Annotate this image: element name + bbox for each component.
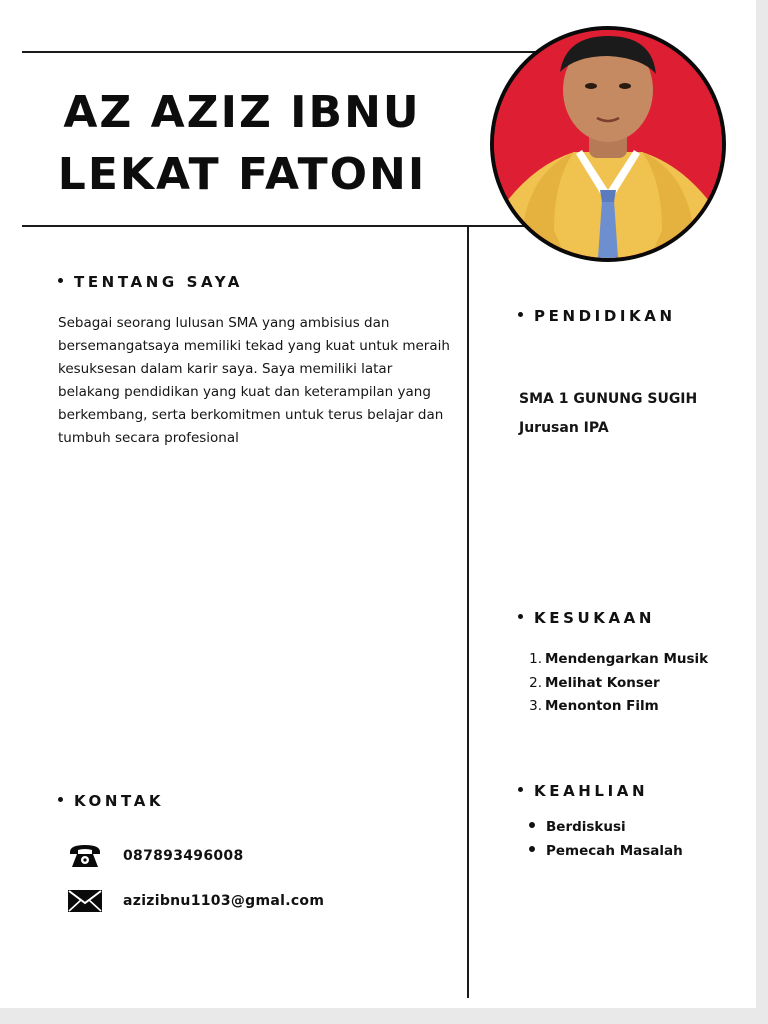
list-item	[528, 648, 708, 672]
contact-heading	[58, 792, 164, 810]
bullet-dot	[58, 797, 63, 802]
education-heading-label: PENDIDIKAN	[534, 307, 676, 325]
list-item-label: Mendengarkan Musik	[545, 651, 709, 667]
top-rule	[22, 51, 542, 53]
bullet-dot	[518, 614, 523, 619]
interests-heading-label: KESUKAAN	[534, 609, 656, 627]
envelope-icon	[66, 887, 104, 915]
column-divider	[467, 226, 469, 998]
list-item-label: Melihat Konser	[545, 674, 660, 691]
skills-list	[529, 816, 683, 863]
bullet-dot	[529, 846, 535, 852]
education-major: Jurusan IPA	[519, 420, 609, 436]
education-school: SMA 1 GUNUNG SUGIH	[519, 391, 698, 407]
list-number: 2.	[529, 674, 542, 691]
profile-photo	[490, 26, 726, 262]
list-item	[529, 816, 683, 840]
list-item	[528, 672, 708, 696]
bullet-dot	[529, 822, 535, 828]
list-item-label: Menonton Film	[545, 698, 659, 714]
about-heading	[58, 273, 243, 291]
bullet-dot	[518, 312, 523, 317]
skills-heading-label: KEAHLIAN	[534, 782, 649, 800]
name-line-1: AZ AZIZ IBNU	[63, 87, 421, 138]
profile-portrait	[494, 30, 722, 258]
candidate-name	[22, 82, 462, 206]
contact-phone-row	[66, 842, 244, 870]
contact-email-row	[66, 887, 324, 915]
education-heading	[518, 307, 676, 325]
list-item	[528, 695, 708, 719]
list-item	[529, 840, 683, 864]
list-item-label: Berdiskusi	[546, 819, 626, 835]
contact-heading-label: KONTAK	[74, 792, 165, 810]
header-bottom-rule	[22, 225, 534, 227]
telephone-icon	[66, 842, 104, 870]
interests-heading	[518, 609, 655, 627]
interests-list	[528, 648, 708, 719]
list-number: 1.	[529, 651, 542, 667]
bullet-dot	[58, 278, 63, 283]
name-line-2: LEKAT FATONI	[57, 149, 427, 200]
contact-phone: 087893496008	[123, 848, 244, 864]
skills-heading	[518, 782, 648, 800]
about-text: Sebagai seorang lulusan SMA yang ambisius dan bersemangatsaya memiliki tekad yang kuat untuk meraih kesuksesan dalam karir saya. Saya memiliki latar belakang pendidikan yang kuat dan keterampilan yang berkembang, serta berkomitmen untuk terus belajar dan tumbuh secara profesional	[58, 315, 450, 446]
contact-email: azizibnu1103@gmal.com	[123, 893, 325, 909]
about-heading-label: TENTANG SAYA	[74, 273, 244, 291]
bullet-dot	[518, 787, 523, 792]
list-item-label: Pemecah Masalah	[546, 842, 683, 859]
list-number: 3.	[529, 698, 542, 714]
